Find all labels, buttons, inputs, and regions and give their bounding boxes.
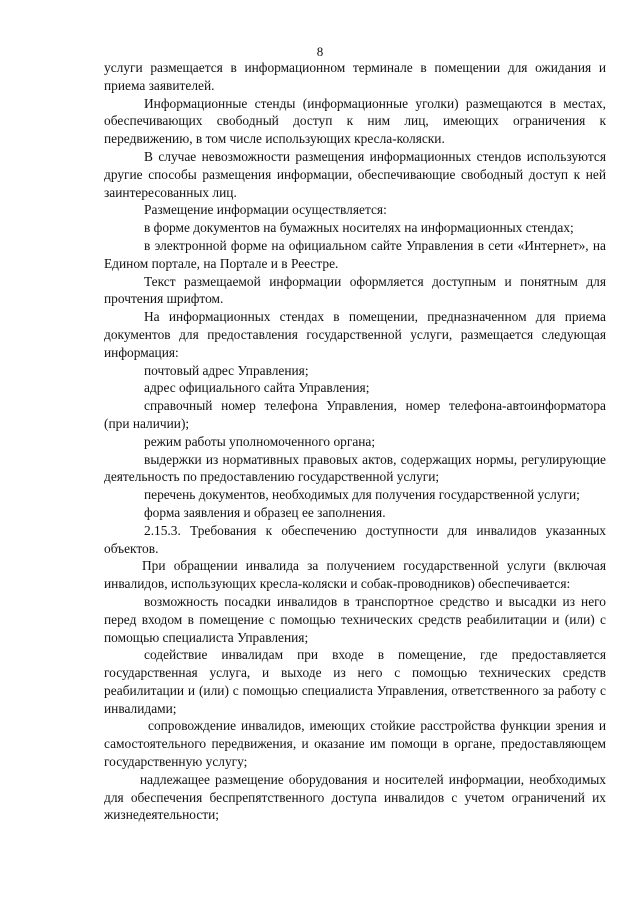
list-item-application-form: форма заявления и образец ее заполнения. <box>144 504 386 520</box>
paragraph-disabled-access: При обращении инвалида за получением государственной услуги (включая инвалидов, использующих кресла-коляски и собак-проводников) обеспечивается: <box>104 558 606 592</box>
list-item-entry-assistance: содействие инвалидам при входе в помещение, где предоставляется государственная услуга, и выходе из него с помощью технических средств реабилитации и (или) с помощью специалиста Управления, ответственного за работу с инвалидами; <box>104 647 606 716</box>
list-item-equipment-placement: надлежащее размещение оборудования и носителей информации, необходимых для обеспечения беспрепятственного доступа инвалидов с учетом ограничений их жизнедеятельности; <box>104 771 606 823</box>
page-number: 8 <box>316 44 324 59</box>
paragraph-8: На информационных стендах в помещении, предназначенном для приема документов для предоставления государственной услуги, размещается следующая информация: <box>104 309 606 360</box>
list-item-transport-boarding: возможность посадки инвалидов в транспортное средство и высадки из него перед входом в помещение с помощью технических средств реабилитации и (или) с помощью специалиста Управления; <box>104 593 606 645</box>
list-item-phone-numbers: справочный номер телефона Управления, номер телефона-автоинформатора (при наличии); <box>104 398 606 431</box>
section-heading-2-15-3: 2.15.3. Требования к обеспечению доступности для инвалидов указанных объектов. <box>104 522 606 556</box>
list-item-escort: сопровождение инвалидов, имеющих стойкие расстройства функции зрения и самостоятельного передвижения, и оказание им помощи в органе, предоставляющем государственную услугу; <box>104 718 606 770</box>
paragraph-5: в форме документов на бумажных носителях на информационных стендах; <box>144 220 574 236</box>
paragraph-4: Размещение информации осуществляется: <box>144 202 387 218</box>
paragraph-1: услуги размещается в информационном терминале в помещении для ожидания и приема заявителей. <box>104 60 606 93</box>
paragraph-3: В случае невозможности размещения информационных стендов используются другие способы размещения информации, обеспечивающие свободный доступ к ней заинтересованных лиц. <box>104 148 606 200</box>
list-item-legal-excerpts: выдержки из нормативных правовых актов, содержащих нормы, регулирующие деятельность по предоставлению государственной услуги; <box>104 451 606 485</box>
list-item-documents-list: перечень документов, необходимых для получения государственной услуги; <box>144 487 580 503</box>
list-item-working-hours: режим работы уполномоченного органа; <box>144 433 376 449</box>
document-body <box>104 59 606 824</box>
list-item-website-address: адрес официального сайта Управления; <box>144 380 370 396</box>
paragraph-6: в электронной форме на официальном сайте Управления в сети «Интернет», на Едином портале, на Портале и в Реестре. <box>104 237 606 271</box>
list-item-postal-address: почтовый адрес Управления; <box>144 362 309 378</box>
paragraph-2: Информационные стенды (информационные уголки) размещаются в местах, обеспечивающих свободный доступ к ним лиц, имеющих ограничения к передвижению, в том числе использующих кресла-коляски. <box>104 95 606 147</box>
paragraph-7: Текст размещаемой информации оформляется доступным и понятным для прочтения шрифтом. <box>104 273 606 307</box>
